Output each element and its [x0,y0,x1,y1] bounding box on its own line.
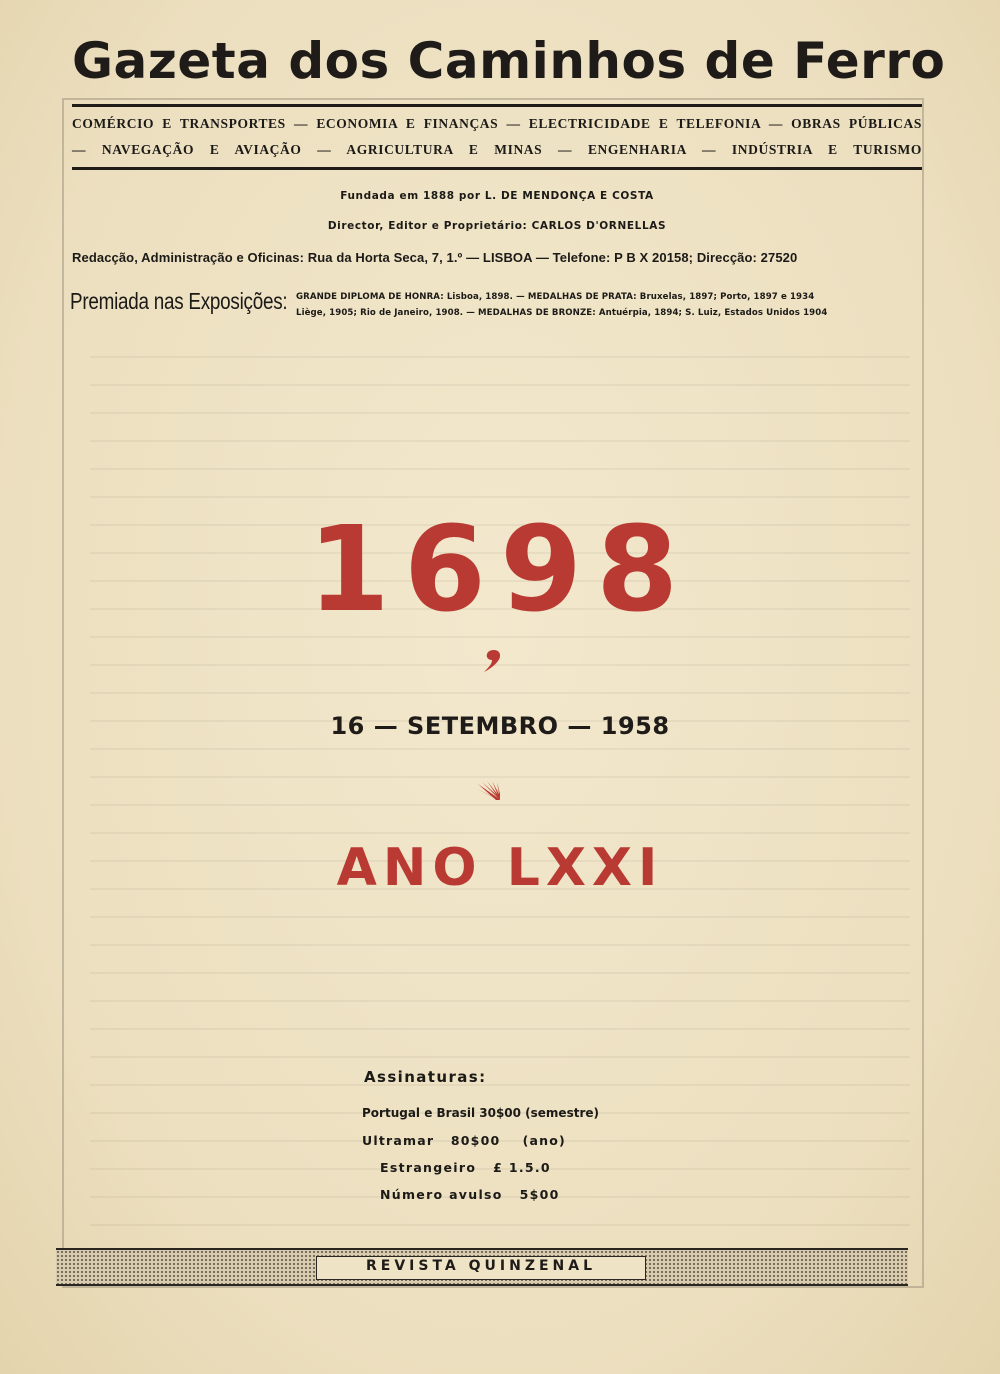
fan-ornament-icon [476,780,502,802]
awards-label: Premiada nas Exposições: [70,288,288,314]
subscription-row-portugal-brasil: Portugal e Brasil 30$00 (semestre) [362,1106,599,1120]
subjects-line-2: — NAVEGAÇÃO E AVIAÇÃO — AGRICULTURA E MINAS — ENGENHARIA — INDÚSTRIA E TURISMO [72,142,922,157]
director-line: Director, Editor e Proprietário: CARLOS D'ORNELLAS [327,220,667,232]
awards-line-1: GRANDE DIPLOMA DE HONRA: Lisboa, 1898. — MEDALHAS DE PRATA: Bruxelas, 1897; Porto, 1897 e 1934 [296,292,815,302]
subscription-row-estrangeiro: Estrangeiro £ 1.5.0 [380,1160,551,1175]
awards-line-2: Liège, 1905; Rio de Janeiro, 1908. — MEDALHAS DE BRONZE: Antuérpia, 1894; S. Luiz, Estados Unidos 1904 [296,308,828,318]
address-line: Redacção, Administração e Oficinas: Rua da Horta Seca, 7, 1.º — LISBOA — Telefone: P B X 20158; Direcção: 27520 [72,250,798,265]
subjects-rule [72,167,922,170]
comma-ornament-icon [480,648,504,674]
volume-year: ANO LXXI [336,838,664,898]
subscription-row-numero-avulso: Número avulso 5$00 [380,1187,560,1202]
founding-line: Fundada em 1888 por L. DE MENDONÇA E COSTA [340,190,654,202]
subjects-line-1: COMÉRCIO E TRANSPORTES — ECONOMIA E FINANÇAS — ELECTRICIDADE E TELEFONIA — OBRAS PÚBLICAS [72,116,922,131]
subscriptions-title: Assinaturas: [364,1068,487,1086]
masthead-title: Gazeta dos Caminhos de Ferro [72,32,946,90]
issue-date: 16 — SETEMBRO — 1958 [330,712,670,740]
footer-label: REVISTA QUINZENAL [365,1258,597,1274]
subscription-row-ultramar: Ultramar 80$00 (ano) [362,1133,566,1148]
top-rule [72,104,922,107]
issue-number: 1698 [307,500,693,638]
